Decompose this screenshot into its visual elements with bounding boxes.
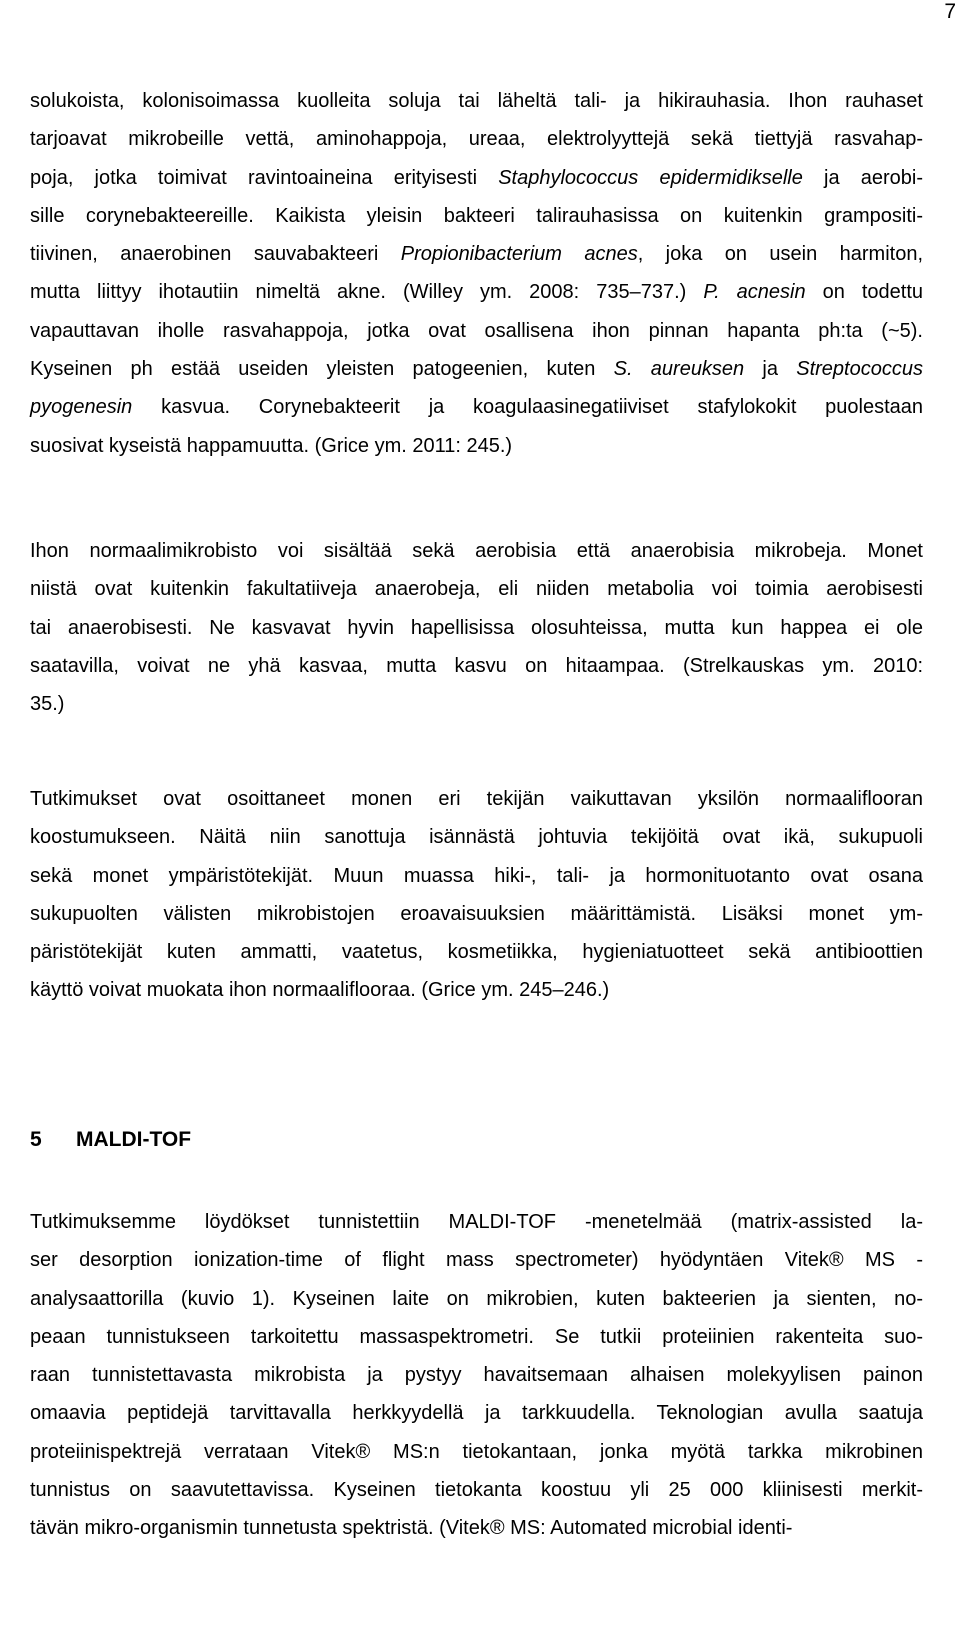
text-line	[30, 312, 923, 350]
text-segment: sekä monet ympäristötekijät. Muun muassa hiki-, tali- ja hormonituotanto ovat osana	[30, 864, 923, 887]
text-line	[30, 82, 923, 120]
italic-term: Propionibacterium acnes	[400, 243, 638, 266]
text-line	[30, 1318, 923, 1356]
text-segment: Tutkimuksemme löydökset tunnistettiin MALDI-TOF -menetelmää (matrix-assisted la-	[30, 1211, 923, 1233]
text-segment: tunnistus on saavutettavissa. Kyseinen tietokanta koostuu yli 25 000 kliinisesti merkit-	[30, 1479, 923, 1502]
text-segment: Tutkimukset ovat osoittaneet monen eri tekijän vaikuttavan yksilön normaaliflooran	[30, 788, 923, 810]
text-line	[30, 818, 923, 856]
text-segment: tarjoavat mikrobeille vettä, aminohappoja, ureaa, elektrolyyttejä sekä tiettyjä rasvahap-	[30, 128, 923, 151]
paragraph-host-factors	[30, 780, 923, 1010]
text-segment: päristötekijät kuten ammatti, vaatetus, kosmetiikka, hygieniatuotteet sekä antibioottien	[30, 941, 923, 964]
text-segment: 35.)	[30, 693, 65, 716]
text-segment: käyttö voivat muokata ihon normaaliflooraa. (Grice ym. 245–246.)	[30, 979, 610, 1002]
italic-term: Staphylococcus epidermidikselle	[498, 166, 803, 189]
text-line	[30, 570, 923, 608]
text-segment: omaavia peptidejä tarvittavalla herkkyydellä ja tarkkuudella. Teknologian avulla saatuja	[30, 1402, 923, 1425]
text-segment: kasvua. Corynebakteerit ja koagulaasinegatiiviset stafylokokit puolestaan	[132, 396, 923, 419]
paragraph-skin-glands	[30, 82, 923, 465]
italic-term: P. acnesin	[703, 281, 806, 304]
text-segment: proteiinispektrejä verrataan Vitek® MS:n tietokantaan, jonka myötä tarkka mikrobinen	[30, 1440, 923, 1463]
text-line	[30, 1394, 923, 1432]
text-segment: koostumukseen. Näitä niin sanottuja isännästä johtuvia tekijöitä ovat ikä, sukupuoli	[30, 826, 923, 849]
text-segment: solukoista, kolonisoimassa kuolleita soluja tai läheltä tali- ja hikirauhasia. Ihon rauhaset	[30, 90, 923, 112]
section-heading	[30, 1120, 191, 1160]
text-line	[30, 350, 923, 388]
text-line	[30, 971, 923, 1009]
text-line	[30, 933, 923, 971]
text-segment: saatavilla, voivat ne yhä kasvaa, mutta kasvu on hitaampaa. (Strelkauskas ym. 2010:	[30, 654, 923, 677]
page-number: 7	[944, 0, 956, 23]
text-segment: peaan tunnistukseen tarkoitettu massaspektrometri. Se tutkii proteiinien rakenteita suo-	[30, 1325, 923, 1348]
text-segment: niistä ovat kuitenkin fakultatiiveja anaerobeja, eli niiden metabolia voi toimia aerobisesti	[30, 578, 923, 601]
text-segment: tai anaerobisesti. Ne kasvavat hyvin hapellisissa olosuhteissa, mutta kun happea ei ole	[30, 616, 923, 639]
text-segment: tiivinen, anaerobinen sauvabakteeri	[30, 243, 401, 266]
text-line	[30, 388, 923, 426]
text-segment: , joka on usein harmiton,	[637, 243, 923, 266]
text-line	[30, 1280, 923, 1318]
text-segment: Ihon normaalimikrobisto voi sisältää sekä aerobisia että anaerobisia mikrobeja. Monet	[30, 540, 923, 562]
text-line	[30, 427, 923, 465]
section-number: 5	[30, 1128, 42, 1151]
text-segment: raan tunnistettavasta mikrobista ja pystyy havaitsemaan alhaisen molekyylisen painon	[30, 1364, 923, 1387]
text-segment: poja, jotka toimivat ravintoaineina erityisesti	[30, 166, 499, 189]
text-segment: mutta liittyy ihotautiin nimeltä akne. (Willey ym. 2008: 735–737.)	[30, 281, 704, 304]
italic-term: pyogenesin	[30, 396, 133, 419]
text-line	[30, 1509, 923, 1547]
text-line	[30, 895, 923, 933]
text-line	[30, 1356, 923, 1394]
paragraph-aerobic-anaerobic	[30, 532, 923, 723]
text-segment: Kyseinen ph estää useiden yleisten patogeenien, kuten	[30, 358, 614, 381]
text-line	[30, 532, 923, 570]
text-line	[30, 609, 923, 647]
text-line	[30, 159, 923, 197]
text-segment: analysaattorilla (kuvio 1). Kyseinen laite on mikrobien, kuten bakteerien ja sienten, no-	[30, 1287, 923, 1310]
text-line	[30, 120, 923, 158]
text-line	[30, 235, 923, 273]
text-line	[30, 1241, 923, 1279]
text-segment: sukupuolten välisten mikrobistojen eroavaisuuksien määrittämistä. Lisäksi monet ym-	[30, 902, 923, 925]
text-line	[30, 197, 923, 235]
text-line	[30, 857, 923, 895]
section-title: MALDI-TOF	[76, 1128, 192, 1151]
paragraph-maldi-tof	[30, 1203, 923, 1548]
text-segment: ja aerobi-	[802, 166, 923, 189]
italic-term: Streptococcus	[796, 358, 923, 381]
text-line	[30, 780, 923, 818]
text-line	[30, 273, 923, 311]
text-segment: on todettu	[805, 281, 923, 304]
text-line	[30, 647, 923, 685]
text-segment: tävän mikro-organismin tunnetusta spektristä. (Vitek® MS: Automated microbial identi-	[30, 1517, 793, 1540]
text-segment: suosivat kyseistä happamuutta. (Grice ym. 2011: 245.)	[30, 434, 513, 457]
text-line	[30, 685, 923, 723]
text-line	[30, 1203, 923, 1241]
text-segment: ja	[744, 358, 797, 381]
text-line	[30, 1471, 923, 1509]
text-segment: ser desorption ionization-time of flight mass spectrometer) hyödyntäen Vitek® MS -	[30, 1249, 923, 1272]
italic-term: S. aureuksen	[613, 358, 745, 381]
text-line	[30, 1433, 923, 1471]
text-segment: sille corynebakteereille. Kaikista yleisin bakteeri talirauhasissa on kuitenkin grampositi-	[30, 204, 923, 227]
text-segment: vapauttavan iholle rasvahappoja, jotka ovat osallisena ihon pinnan hapanta ph:ta (~5).	[30, 319, 923, 342]
